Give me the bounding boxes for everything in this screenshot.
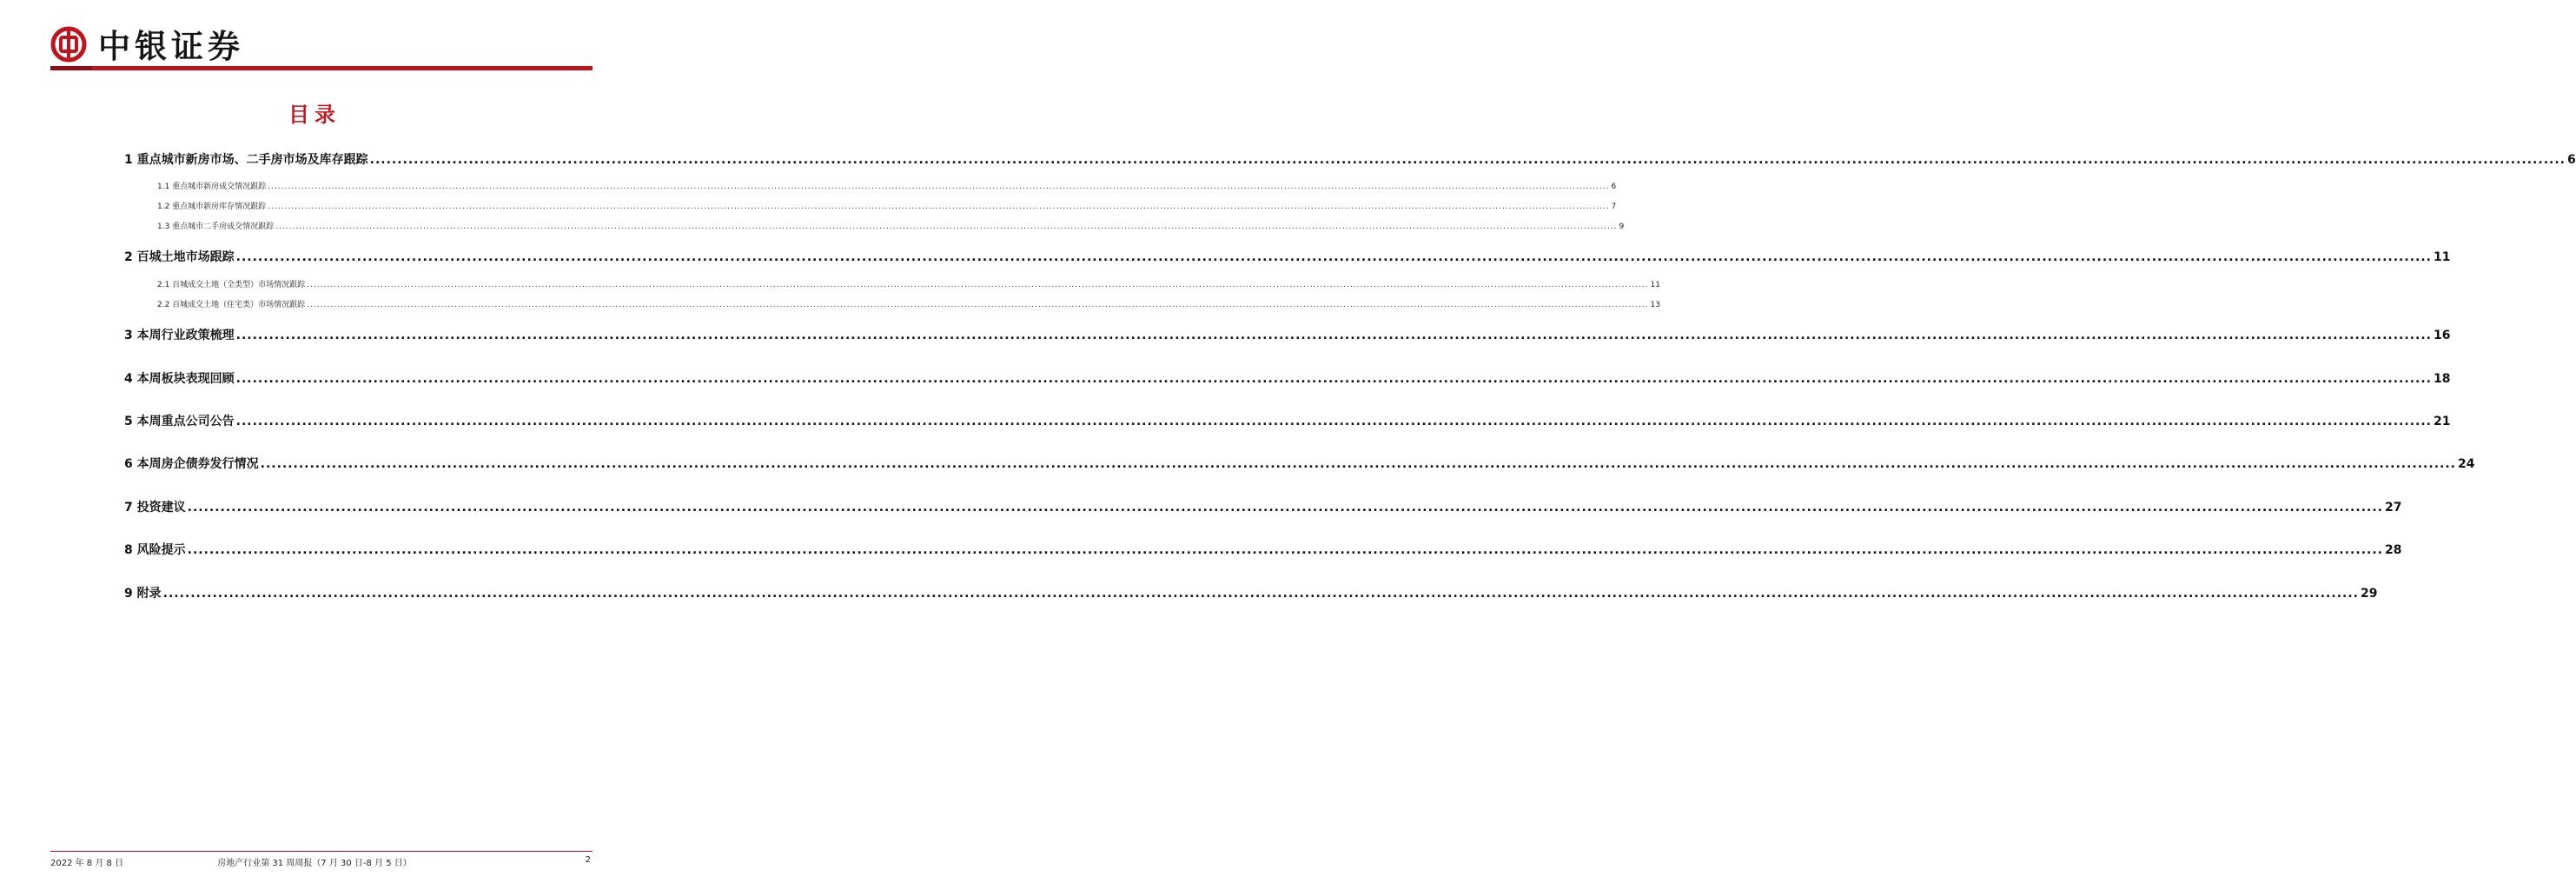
toc-entry-label: 8 风险提示 [124,543,186,557]
toc-dot-leader: ................................................................................................................................................................................................................................................................................................................................................................................................................ [187,543,2383,557]
toc-entry-page-number: 27 [2384,501,2402,515]
toc-entry-label: 7 投资建议 [124,501,186,515]
header-divider [50,66,593,70]
toc-dot-leader: ................................................................................................................................................................................................................................................................................................................................................................................................................ [307,301,1649,309]
toc-entry-label: 2.2 百城成交土地（住宅类）市场情况跟踪 [157,301,306,309]
toc-dot-leader: ................................................................................................................................................................................................................................................................................................................................................................................................................ [187,501,2383,515]
toc-subsection-entry[interactable] [157,221,1625,233]
toc-subsection-entry[interactable] [157,181,1617,193]
footer-page-number: 2 [585,855,591,865]
toc-dot-leader: ................................................................................................................................................................................................................................................................................................................................................................................................................ [268,203,1610,211]
toc-section-entry[interactable] [124,541,2402,559]
toc-entry-page-number: 21 [2433,415,2451,428]
toc-entry-page-number: 29 [2360,587,2378,601]
toc-section-entry[interactable] [124,249,2451,266]
toc-subsection-entry[interactable] [157,201,1617,213]
toc-entry-page-number: 28 [2384,543,2402,557]
toc-entry-label: 1.2 重点城市新房库存情况跟踪 [157,203,267,211]
bank-of-china-logo-icon [50,26,87,63]
toc-section-entry[interactable] [124,370,2451,388]
toc-entry-page-number: 9 [1619,222,1625,231]
toc-section-entry[interactable] [124,499,2402,516]
toc-entry-label: 3 本周行业政策梳理 [124,329,235,342]
toc-dot-leader: ................................................................................................................................................................................................................................................................................................................................................................................................................ [162,587,2359,601]
toc-entry-page-number: 13 [1650,301,1660,309]
toc-section-entry[interactable] [124,455,2475,473]
toc-title: 目录 [288,103,341,127]
toc-subsection-entry[interactable] [157,299,1660,311]
toc-dot-leader: ................................................................................................................................................................................................................................................................................................................................................................................................................ [275,222,1618,231]
toc-subsection-entry[interactable] [157,279,1660,291]
toc-entry-page-number: 11 [1650,281,1660,289]
toc-section-entry[interactable] [124,585,2378,602]
toc-entry-label: 5 本周重点公司公告 [124,415,235,428]
toc-dot-leader: ................................................................................................................................................................................................................................................................................................................................................................................................................ [235,415,2432,428]
toc-entry-page-number: 6 [2566,153,2576,167]
footer-report-title: 房地产行业第 31 周周报（7 月 30 日-8 月 5 日） [217,859,412,868]
toc-entry-page-number: 6 [1611,183,1617,191]
footer-divider [50,851,593,852]
toc-entry-label: 4 本周板块表现回顾 [124,372,235,386]
toc-dot-leader: ................................................................................................................................................................................................................................................................................................................................................................................................................ [268,183,1610,191]
toc-section-entry[interactable] [124,151,2576,169]
toc-entry-label: 1.1 重点城市新房成交情况跟踪 [157,183,267,191]
toc-entry-label: 1 重点城市新房市场、二手房市场及库存跟踪 [124,153,368,167]
toc-entry-label: 1.3 重点城市二手房成交情况跟踪 [157,222,275,231]
toc-dot-leader: ................................................................................................................................................................................................................................................................................................................................................................................................................ [235,372,2432,386]
toc-dot-leader: ................................................................................................................................................................................................................................................................................................................................................................................................................ [369,153,2566,167]
toc-entry-label: 9 附录 [124,587,162,601]
toc-dot-leader: ................................................................................................................................................................................................................................................................................................................................................................................................................ [235,329,2432,342]
footer-date: 2022 年 8 月 8 日 [50,859,124,868]
toc-entry-label: 6 本周房企债券发行情况 [124,457,259,471]
header-divider-accent [50,66,92,70]
brand-name: 中银证券 [98,27,244,65]
toc-section-entry[interactable] [124,413,2451,430]
toc-entry-label: 2 百城土地市场跟踪 [124,250,235,264]
page-header [50,24,593,73]
toc-dot-leader: ................................................................................................................................................................................................................................................................................................................................................................................................................ [235,250,2432,264]
toc-dot-leader: ................................................................................................................................................................................................................................................................................................................................................................................................................ [307,281,1649,289]
toc-entry-page-number: 11 [2433,250,2451,264]
toc-entry-page-number: 16 [2433,329,2451,342]
toc-dot-leader: ................................................................................................................................................................................................................................................................................................................................................................................................................ [260,457,2456,471]
toc-section-entry[interactable] [124,327,2451,344]
toc-entry-page-number: 18 [2433,372,2451,386]
toc-entry-page-number: 24 [2457,457,2475,471]
toc-entry-label: 2.1 百城成交土地（全类型）市场情况跟踪 [157,281,306,289]
toc-entry-page-number: 7 [1611,203,1617,211]
